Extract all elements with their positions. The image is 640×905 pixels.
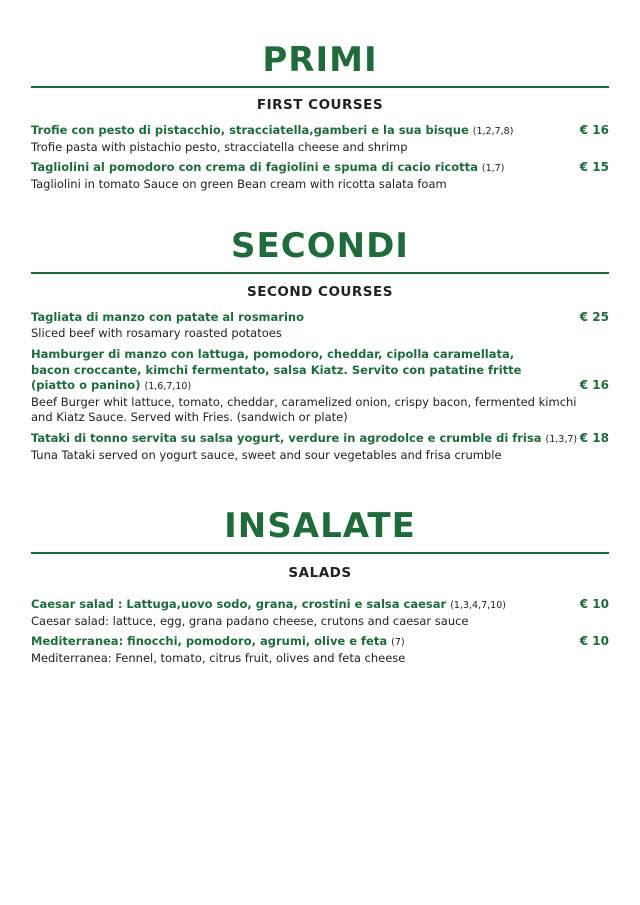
dish-description: Sliced beef with rosamary roasted potatoes xyxy=(31,325,282,340)
dish-name: Trofie con pesto di pistacchio, stracciatella,gamberi e la sua bisque xyxy=(31,123,469,137)
dish-name: Mediterranea: finocchi, pomodoro, agrumi, olive e feta xyxy=(31,634,388,648)
section-primi xyxy=(0,40,640,80)
price: € 16 xyxy=(579,378,609,392)
price: € 10 xyxy=(579,634,609,648)
dish-description: Tagliolini in tomato Sauce on green Bean cream with ricotta salata foam xyxy=(31,176,447,191)
section-insalate xyxy=(0,506,640,546)
allergens: (1,6,7,10) xyxy=(144,381,192,392)
dish-description: Caesar salad: lattuce, egg, grana padano cheese, crutons and caesar sauce xyxy=(31,613,469,628)
menu-item xyxy=(31,597,609,629)
divider xyxy=(31,86,609,88)
dish-name-line: (piatto o panino) xyxy=(31,378,141,392)
section-subtitle-insalate: SALADS xyxy=(288,565,352,581)
dish-name: Caesar salad : Lattuga,uovo sodo, grana, crostini e salsa caesar xyxy=(31,597,447,611)
price: € 10 xyxy=(579,597,609,611)
section-subtitle-primi: FIRST COURSES xyxy=(256,97,384,113)
allergens: (1,2,7,8) xyxy=(472,126,514,137)
dish-description: Mediterranea: Fennel, tomato, citrus fruit, olives and feta cheese xyxy=(31,650,406,665)
allergens: (1,7) xyxy=(481,163,505,174)
menu-item xyxy=(31,160,609,192)
price: € 18 xyxy=(579,431,609,445)
divider xyxy=(31,552,609,554)
allergens: (1,3,4,7,10) xyxy=(450,600,506,611)
menu-item xyxy=(31,347,609,426)
menu-item xyxy=(31,123,609,155)
price: € 16 xyxy=(579,123,609,137)
allergens: (1,3,7) xyxy=(545,434,578,445)
dish-description-line: Beef Burger whit lattuce, tomato, cheddar, caramelized onion, crispy bacon, fermented kimchi xyxy=(31,394,577,409)
dish-description: Trofie pasta with pistachio pesto, stracciatella cheese and shrimp xyxy=(31,139,408,154)
section-title-primi: PRIMI xyxy=(262,40,378,80)
dish-description-line: and Kiatz Sauce. Served with Fries. (sandwich or plate) xyxy=(31,410,348,424)
menu-item xyxy=(31,431,609,463)
section-title-secondi: SECONDI xyxy=(231,226,409,266)
section-secondi xyxy=(0,226,640,266)
menu-item xyxy=(31,634,609,666)
menu-item xyxy=(31,310,609,341)
price: € 25 xyxy=(579,310,609,324)
dish-name: Tataki di tonno servita su salsa yogurt, verdure in agrodolce e crumble di frisa xyxy=(31,431,542,445)
dish-name-line: bacon croccante, kimchi fermentato, salsa Kiatz. Servito con patatine fritte xyxy=(31,362,522,377)
dish-name-line: Hamburger di manzo con lattuga, pomodoro, cheddar, cipolla caramellata, xyxy=(31,347,515,361)
divider xyxy=(31,272,609,274)
allergens: (7) xyxy=(391,637,405,648)
section-subtitle-secondi: SECOND COURSES xyxy=(247,284,393,300)
dish-name: Tagliolini al pomodoro con crema di fagiolini e spuma di cacio ricotta xyxy=(31,160,478,174)
section-title-insalate: INSALATE xyxy=(224,506,416,546)
dish-name: Tagliata di manzo con patate al rosmarino xyxy=(31,310,304,324)
dish-description: Tuna Tataki served on yogurt sauce, sweet and sour vegetables and frisa crumble xyxy=(31,447,502,462)
price: € 15 xyxy=(579,160,609,174)
